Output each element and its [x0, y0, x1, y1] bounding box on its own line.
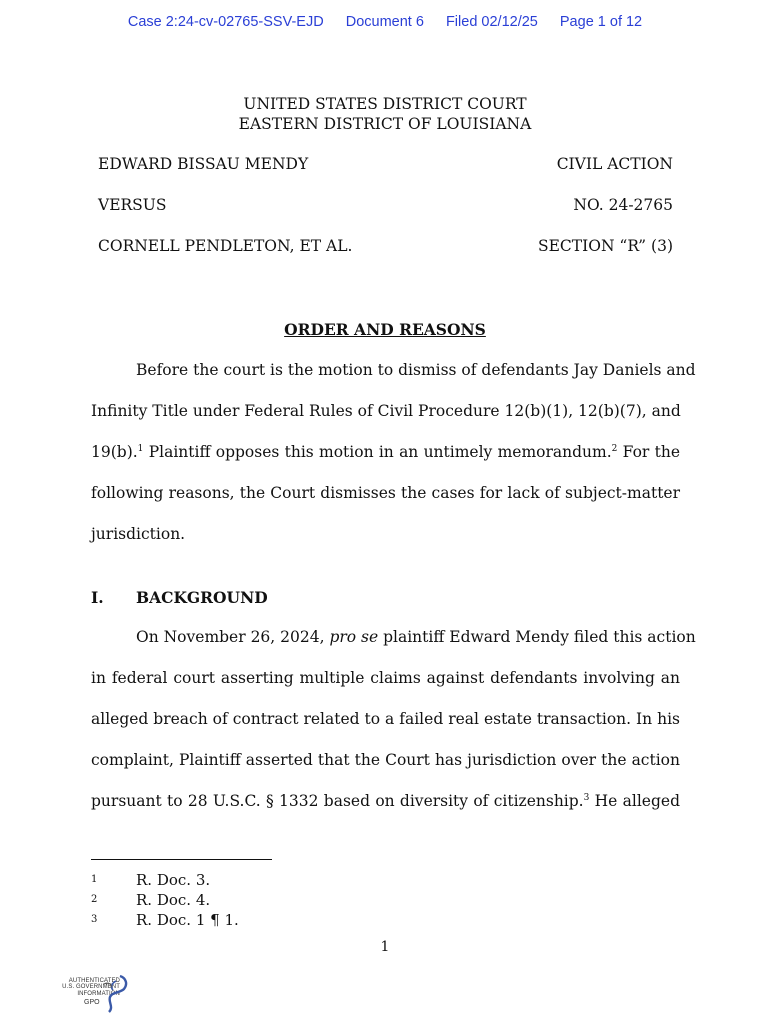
document-title: ORDER AND REASONS — [284, 320, 486, 339]
background-line: alleged breach of contract related to a failed real estate transaction. In his — [91, 710, 680, 728]
background-line: in federal court asserting multiple claims against defendants involving an — [91, 669, 680, 687]
section-label: SECTION “R” (3) — [537, 237, 673, 255]
intro-text: 19(b). — [91, 443, 138, 461]
gpo-abbr: GPO — [84, 999, 100, 1006]
eagle-icon — [96, 972, 130, 1016]
background-text: pursuant to 28 U.S.C. § 1332 based on diversity of citizenship. — [91, 792, 584, 810]
background-line — [136, 628, 696, 646]
background-text: plaintiff Edward Mendy filed this action — [378, 628, 696, 646]
intro-text: Plaintiff opposes this motion in an untimely memorandum. — [143, 443, 612, 461]
background-text: He alleged — [589, 792, 681, 810]
page-number: 1 — [380, 939, 390, 955]
gpo-logo-line: U.S. GOVERNMENT — [62, 984, 120, 991]
defendant-name: CORNELL PENDLETON, ET AL. — [98, 237, 353, 255]
court-heading — [0, 94, 770, 134]
court-name: UNITED STATES DISTRICT COURT — [243, 95, 527, 113]
section-heading: BACKGROUND — [136, 588, 268, 607]
intro-line: jurisdiction. — [91, 525, 186, 543]
footnote-number: 1 — [91, 874, 98, 885]
versus-label: VERSUS — [98, 196, 167, 214]
footnote-number: 3 — [91, 914, 98, 925]
footnote-text: R. Doc. 1 ¶ 1. — [136, 911, 239, 929]
case-number: Case 2:24-cv-02765-SSV-EJD — [127, 14, 324, 30]
case-number-caption: NO. 24-2765 — [573, 196, 673, 214]
background-line — [91, 792, 680, 810]
intro-text: For the — [617, 443, 680, 461]
footnote-text: R. Doc. 3. — [136, 871, 211, 889]
gpo-authentication-logo — [44, 972, 130, 1018]
intro-line — [91, 443, 680, 461]
page-count: Page 1 of 12 — [559, 14, 643, 30]
intro-line: following reasons, the Court dismisses the cases for lack of subject-matter — [91, 484, 680, 502]
footnote-text: R. Doc. 4. — [136, 891, 211, 909]
caption-row-defendant — [98, 237, 673, 255]
document-number: Document 6 — [345, 14, 424, 30]
footnote-divider — [91, 859, 272, 860]
plaintiff-name: EDWARD BISSAU MENDY — [98, 155, 309, 173]
case-header-stamp — [0, 14, 770, 30]
footnote-number: 2 — [91, 894, 98, 905]
gpo-logo-line: AUTHENTICATED — [68, 978, 120, 984]
footnote-ref: 3 — [583, 792, 590, 803]
caption-row-versus — [98, 196, 673, 214]
footnote-ref: 2 — [611, 443, 618, 454]
action-type: CIVIL ACTION — [556, 155, 673, 173]
pro-se-italic: pro se — [329, 628, 379, 646]
intro-line: Before the court is the motion to dismiss of defendants Jay Daniels and — [136, 361, 696, 379]
footnote-ref: 1 — [137, 443, 144, 454]
background-line: complaint, Plaintiff asserted that the Court has jurisdiction over the action — [91, 751, 680, 769]
gpo-logo-line: INFORMATION — [77, 990, 120, 997]
caption-row-parties — [98, 155, 673, 173]
background-text: On November 26, 2024, — [136, 628, 330, 646]
filed-date: Filed 02/12/25 — [445, 14, 538, 30]
intro-line: Infinity Title under Federal Rules of Civil Procedure 12(b)(1), 12(b)(7), and — [91, 402, 681, 420]
court-district: EASTERN DISTRICT OF LOUISIANA — [238, 115, 532, 133]
section-number: I. — [91, 588, 104, 607]
